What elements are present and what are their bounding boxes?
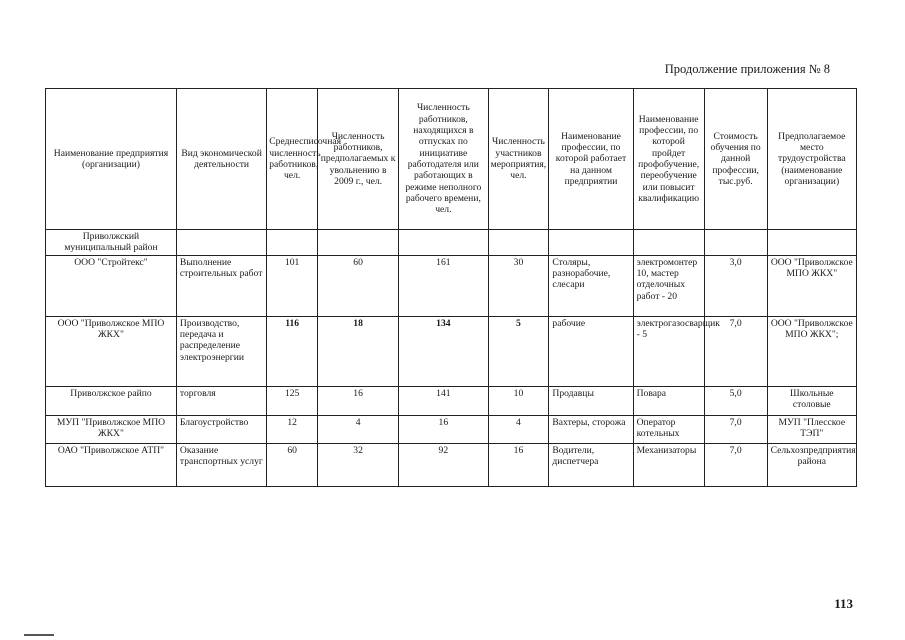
col-header-current-profession: Наименование профессии, по которой работает на данном предприятии	[549, 89, 633, 230]
col-header-cost: Стоимость обучения по данной профессии, тыс.руб.	[704, 89, 767, 230]
cell-activity: Благоустройство	[176, 415, 266, 443]
cell-to-dismiss: 32	[318, 443, 399, 486]
cell-avg-staff: 116	[267, 316, 318, 386]
cell-cost: 7,0	[704, 443, 767, 486]
col-header-activity: Вид экономической деятельности	[176, 89, 266, 230]
cell-on-leave: 16	[399, 415, 488, 443]
cell-on-leave: 141	[399, 386, 488, 415]
cell-training-profession: электромонтер 10, мастер отделочных работ - 20	[633, 255, 704, 316]
col-header-placement: Предполагаемое место трудоустройства (наименование организации)	[767, 89, 856, 230]
cell-activity: Оказание транспортных услуг	[176, 443, 266, 486]
cell-avg-staff: 12	[267, 415, 318, 443]
col-header-avg-staff: Среднесписочная численность работников, чел.	[267, 89, 318, 230]
cell-on-leave: 161	[399, 255, 488, 316]
cell-avg-staff: 101	[267, 255, 318, 316]
cell-cost: 7,0	[704, 316, 767, 386]
cell-to-dismiss: 16	[318, 386, 399, 415]
cell-participants: 10	[488, 386, 549, 415]
cell-enterprise: ОАО "Приволжское АТП"	[46, 443, 177, 486]
cell-enterprise: ООО "Стройтекс"	[46, 255, 177, 316]
table-row	[46, 443, 857, 486]
table-row	[46, 386, 857, 415]
cell-activity: Выполнение строительных работ	[176, 255, 266, 316]
table-row	[46, 415, 857, 443]
col-header-participants: Численность участников мероприятия, чел.	[488, 89, 549, 230]
cell-enterprise: МУП "Приволжское МПО ЖКХ"	[46, 415, 177, 443]
cell-cost: 7,0	[704, 415, 767, 443]
page-number: 113	[834, 596, 853, 611]
cell-avg-staff: 60	[267, 443, 318, 486]
cell-participants: 5	[488, 316, 549, 386]
cell-placement: ООО "Приволжское МПО ЖКХ"	[767, 255, 856, 316]
cell-enterprise: Приволжское райпо	[46, 386, 177, 415]
cell-on-leave: 134	[399, 316, 488, 386]
footer-divider	[24, 634, 54, 636]
cell-training-profession: Механизаторы	[633, 443, 704, 486]
cell-training-profession: электрогазосварщик - 5	[633, 316, 704, 386]
cell-to-dismiss: 4	[318, 415, 399, 443]
appendix-continuation-title: Продолжение приложения № 8	[664, 62, 830, 76]
table-header-row	[46, 89, 857, 230]
section-title: Приволжский муниципальный район	[46, 230, 177, 256]
cell-to-dismiss: 60	[318, 255, 399, 316]
cell-participants: 16	[488, 443, 549, 486]
cell-cost: 3,0	[704, 255, 767, 316]
cell-enterprise: ООО "Приволжское МПО ЖКХ"	[46, 316, 177, 386]
cell-placement: Сельхозпредприятия района	[767, 443, 856, 486]
cell-avg-staff: 125	[267, 386, 318, 415]
cell-current-profession: Столяры, разнорабочие, слесари	[549, 255, 633, 316]
cell-training-profession: Оператор котельных	[633, 415, 704, 443]
cell-current-profession: Водители, диспетчера	[549, 443, 633, 486]
cell-current-profession: Вахтеры, сторожа	[549, 415, 633, 443]
col-header-to-dismiss: Численность работников, предполагаемых к увольнению в 2009 г., чел.	[318, 89, 399, 230]
cell-to-dismiss: 18	[318, 316, 399, 386]
col-header-enterprise: Наименование предприятия (организации)	[46, 89, 177, 230]
workforce-table	[45, 88, 857, 487]
cell-participants: 30	[488, 255, 549, 316]
cell-placement: Школьные столовые	[767, 386, 856, 415]
cell-training-profession: Повара	[633, 386, 704, 415]
cell-participants: 4	[488, 415, 549, 443]
cell-current-profession: рабочие	[549, 316, 633, 386]
cell-placement: ООО "Приволжское МПО ЖКХ";	[767, 316, 856, 386]
cell-activity: торговля	[176, 386, 266, 415]
cell-activity: Производство, передача и распределение электроэнергии	[176, 316, 266, 386]
cell-current-profession: Продавцы	[549, 386, 633, 415]
table-row	[46, 316, 857, 386]
cell-placement: МУП "Плесское ТЭП"	[767, 415, 856, 443]
table-row	[46, 255, 857, 316]
col-header-training-profession: Наименование профессии, по которой пройдет профобучение, переобучение или повысит квалификацию	[633, 89, 704, 230]
section-row	[46, 230, 857, 256]
cell-on-leave: 92	[399, 443, 488, 486]
cell-cost: 5,0	[704, 386, 767, 415]
col-header-on-leave: Численность работников, находящихся в отпусках по инициативе работодателя или работающих в режиме неполного рабочего времени, чел.	[399, 89, 488, 230]
